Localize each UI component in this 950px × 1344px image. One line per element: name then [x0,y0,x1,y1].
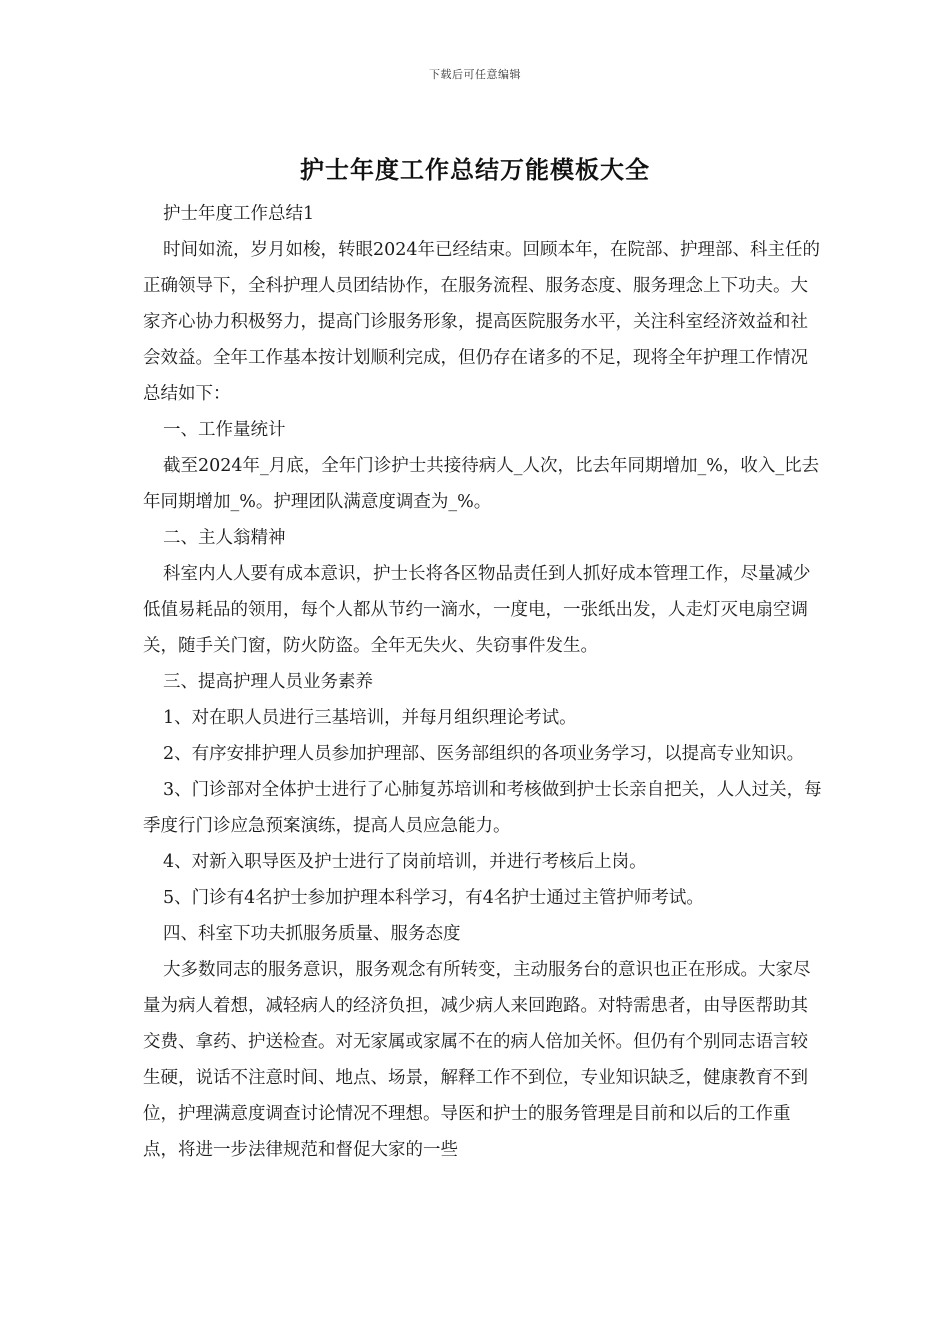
paragraph: 科室内人人要有成本意识，护士长将各区物品责任到人抓好成本管理工作，尽量减少低值易耗品的领用，每个人都从节约一滴水，一度电，一张纸出发，人走灯灭电扇空调关，随手关门窗，防火防盗。全年无失火、失窃事件发生。 [143,564,811,656]
paragraph: 大多数同志的服务意识，服务观念有所转变，主动服务台的意识也正在形成。大家尽量为病人着想，减轻病人的经济负担，减少病人来回跑路。对特需患者，由导医帮助其交费、拿药、护送检查。对无家属或家属不在的病人倍加关怀。但仍有个别同志语言较生硬，说话不注意时间、地点、场景，解释工作不到位，专业知识缺乏，健康教育不到位，护理满意度调查讨论情况不理想。导医和护士的服务管理是目前和以后的工作重点，将进一步法律规范和督促大家的一些 [143,960,811,1160]
header-note: 下载后可任意编辑 [429,68,521,81]
list-item: 4、对新入职导医及护士进行了岗前培训，并进行考核后上岗。 [163,852,647,872]
list-item: 5、门诊有4名护士参加护理本科学习，有4名护士通过主管护师考试。 [163,888,704,908]
paragraph-heading-1: 护士年度工作总结1 [163,204,315,224]
section-heading-ownership: 二、主人翁精神 [163,528,286,548]
document-body [143,196,823,1168]
paragraph: 时间如流，岁月如梭，转眼2024年已经结束。回顾本年，在院部、护理部、科主任的正确领导下，全科护理人员团结协作，在服务流程、服务态度、服务理念上下功夫。大家齐心协力积极努力，提高门诊服务形象，提高医院服务水平，关注科室经济效益和社会效益。全年工作基本按计划顺利完成，但仍存在诸多的不足，现将全年护理工作情况总结如下： [143,240,821,404]
list-item: 3、门诊部对全体护士进行了心肺复苏培训和考核做到护士长亲自把关，人人过关，每季度行门诊应急预案演练，提高人员应急能力。 [143,780,822,836]
section-heading-service: 四、科室下功夫抓服务质量、服务态度 [163,924,461,944]
document-title: 护士年度工作总结万能模板大全 [300,155,650,184]
section-heading-workload: 一、工作量统计 [163,420,286,440]
section-heading-training: 三、提高护理人员业务素养 [163,672,373,692]
list-item: 1、对在职人员进行三基培训，并每月组织理论考试。 [163,708,577,728]
paragraph: 截至2024年_月底，全年门诊护士共接待病人_人次，比去年同期增加_%，收入_比去年同期增加_%。护理团队满意度调查为_%。 [143,456,820,512]
list-item: 2、有序安排护理人员参加护理部、医务部组织的各项业务学习，以提高专业知识。 [163,744,805,764]
